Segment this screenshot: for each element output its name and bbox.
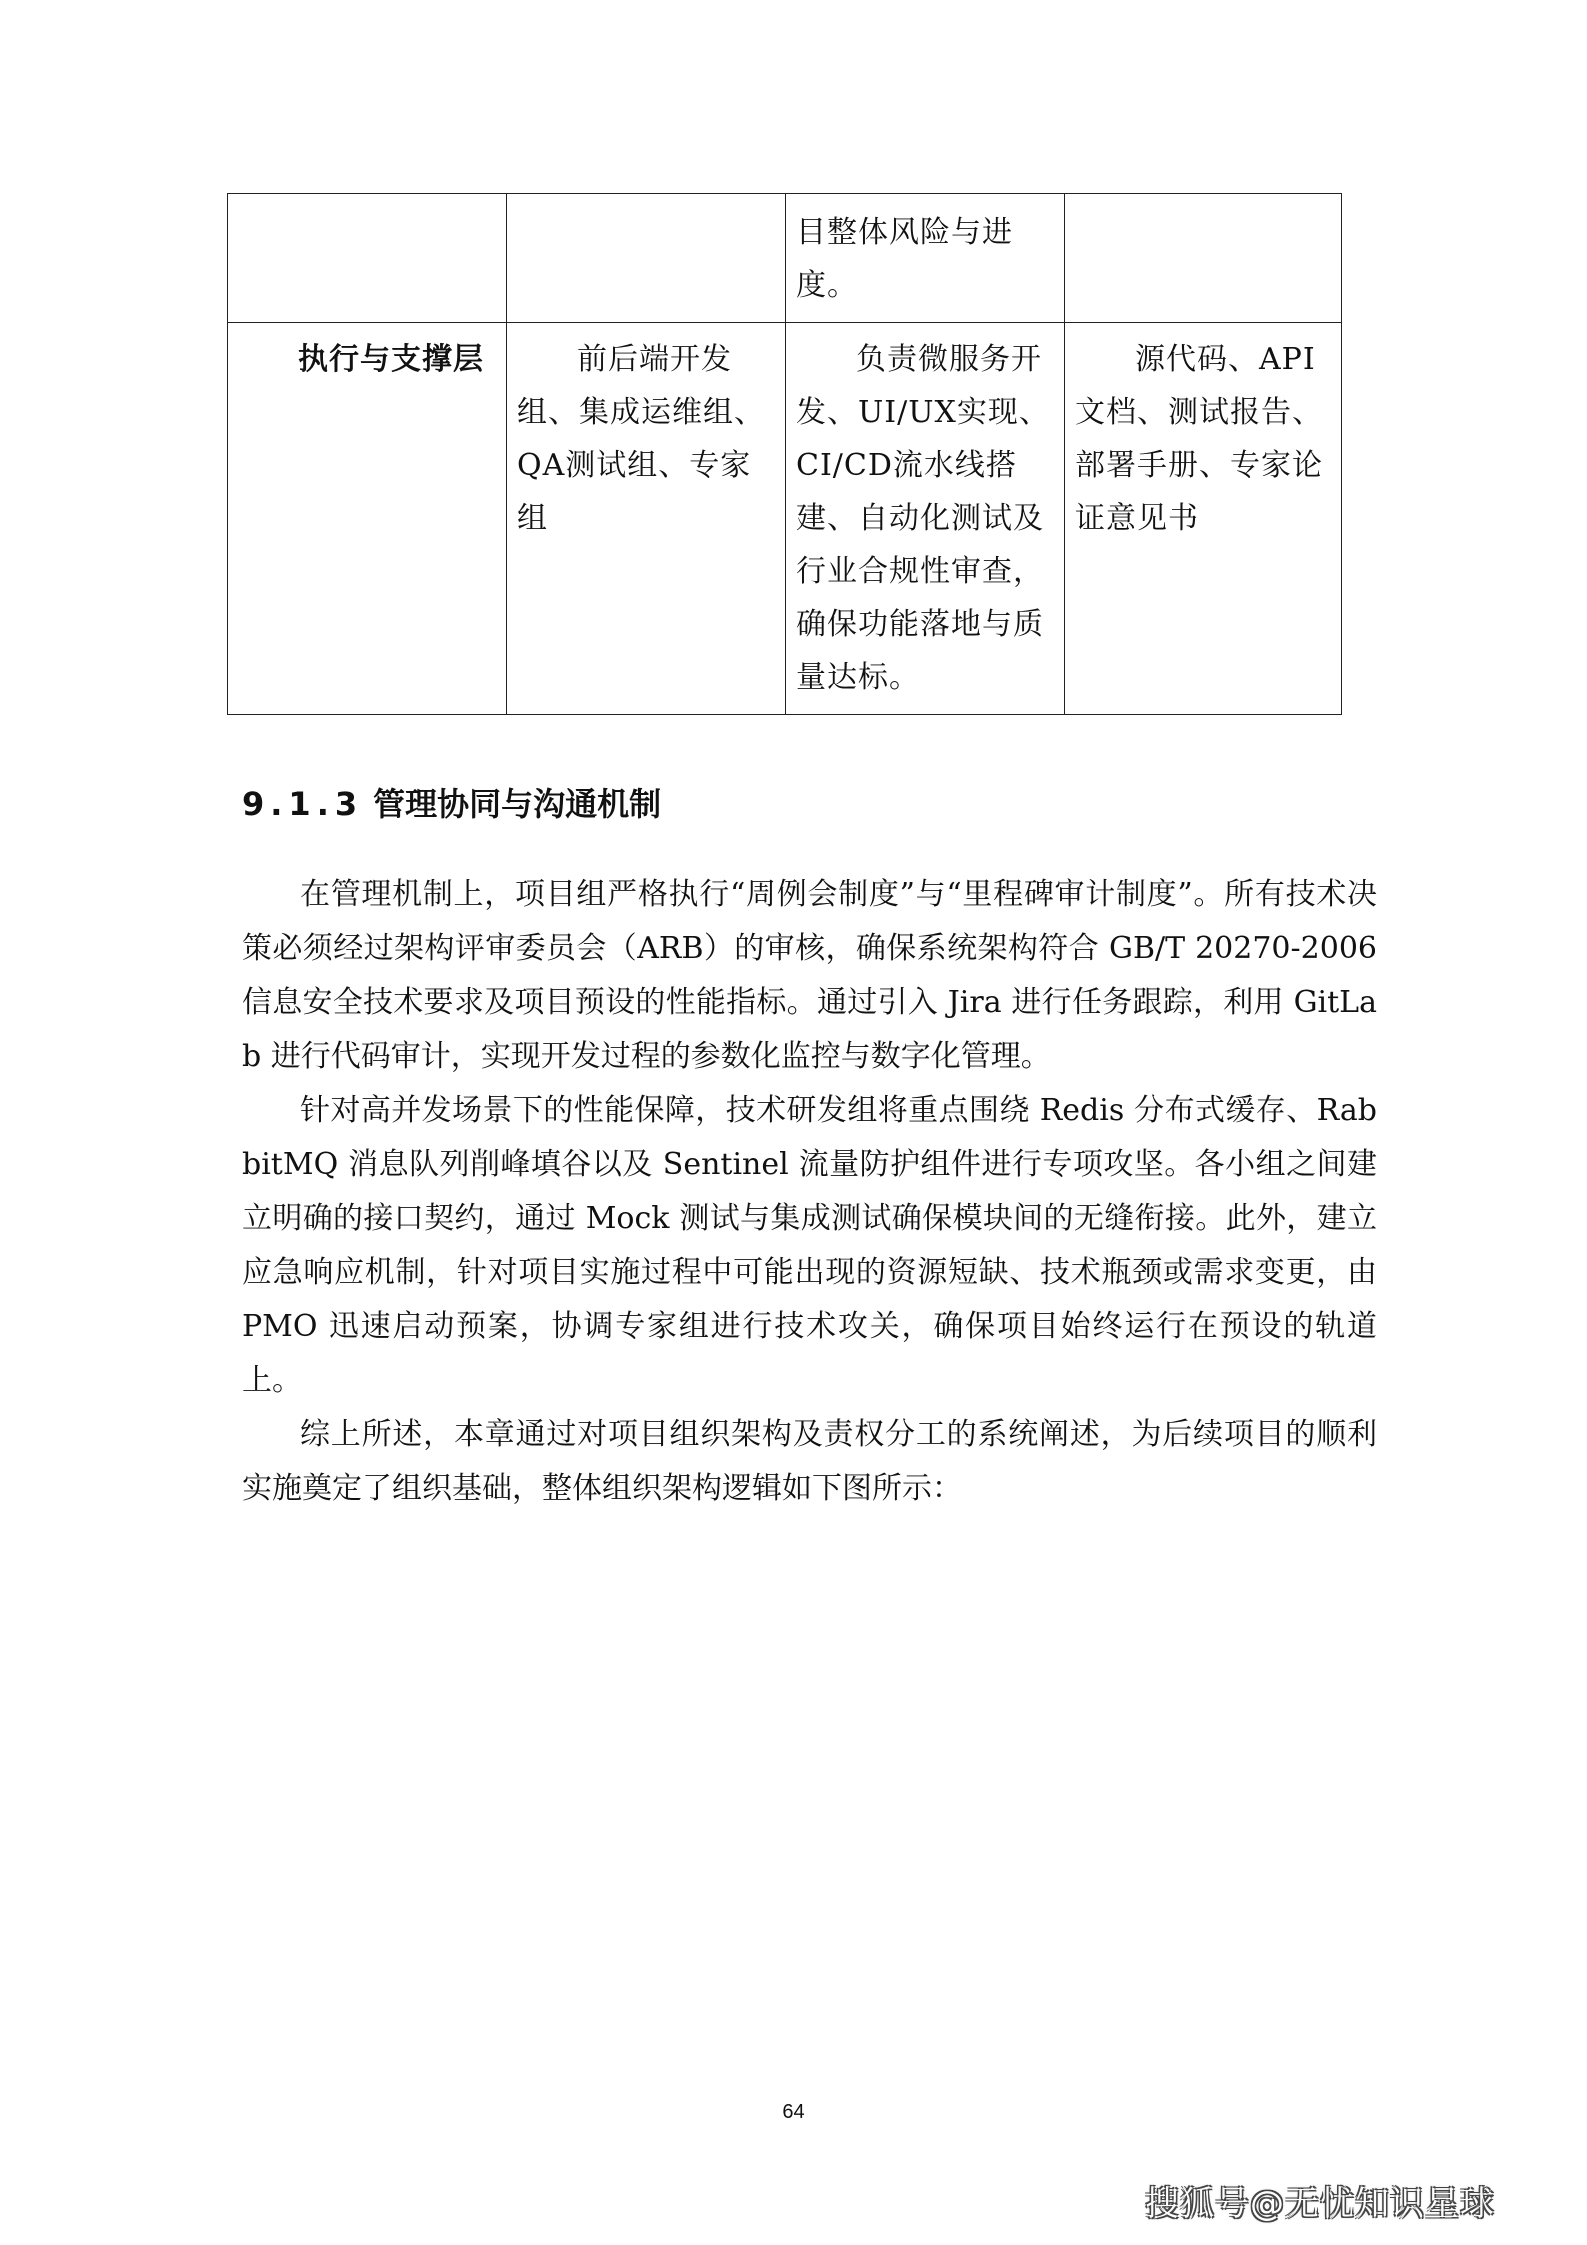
team-cell: 前后端开发组、集成运维组、QA测试组、专家组 (507, 323, 786, 715)
table-cell (1065, 194, 1342, 323)
paragraph: 综上所述，本章通过对项目组织架构及责权分工的系统阐述，为后续项目的顺利实施奠定了组织基础，整体组织架构逻辑如下图所示： (242, 1417, 1377, 1506)
body-text (242, 868, 1377, 1516)
table-cell (228, 194, 507, 323)
paragraph: 在管理机制上，项目组严格执行“周例会制度”与“里程碑审计制度”。所有技术决策必须经过架构评审委员会（ARB）的审核，确保系统架构符合 GB/T 20270-2006 信息安全技术要求及项目预设的性能指标。通过引入 Jira 进行任务跟踪，利用 GitLab 进行代码审计，实现开发过程的参数化监控与数字化管理。 (242, 877, 1377, 1074)
table-row (228, 194, 1342, 323)
deliverable-cell: 源代码、API文档、测试报告、部署手册、专家论证意见书 (1065, 323, 1342, 715)
section-heading (242, 780, 661, 828)
table-row (228, 323, 1342, 715)
paragraph: 针对高并发场景下的性能保障，技术研发组将重点围绕 Redis 分布式缓存、RabbitMQ 消息队列削峰填谷以及 Sentinel 流量防护组件进行专项攻坚。各小组之间建立明确的接口契约，通过 Mock 测试与集成测试确保模块间的无缝衔接。此外，建立应急响应机制，针对项目实施过程中可能出现的资源短缺、技术瓶颈或需求变更，由 PMO 迅速启动预案，协调专家组进行技术攻关，确保项目始终运行在预设的轨道上。 (242, 1093, 1377, 1398)
layer-name-cell: 执行与支撑层 (228, 323, 507, 715)
table-cell (507, 194, 786, 323)
watermark: 搜狐号@无忧知识星球 (1145, 2184, 1495, 2224)
role-responsibility-table (227, 193, 1342, 715)
section-number: 9.1.3 (242, 785, 364, 823)
table-cell: 目整体风险与进度。 (786, 194, 1065, 323)
section-title: 管理协同与沟通机制 (373, 785, 662, 823)
responsibility-cell: 负责微服务开发、UI/UX实现、CI/CD流水线搭建、自动化测试及行业合规性审查，确保功能落地与质量达标。 (786, 323, 1065, 715)
page-number: 64 (782, 2101, 805, 2123)
